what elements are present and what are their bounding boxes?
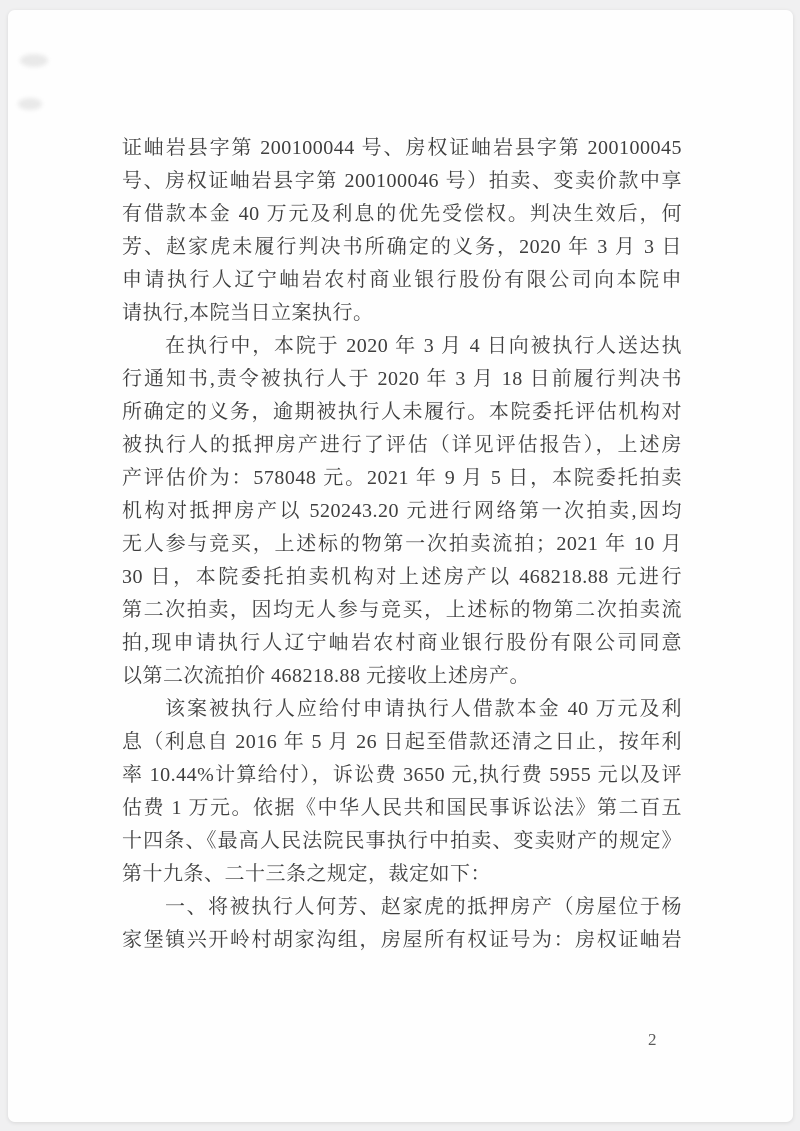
text-line: 无人参与竞买，上述标的物第一次拍卖流拍；2021 年 10 月 [122,533,682,555]
text-line: 一、将被执行人何芳、赵家虎的抵押房产（房屋位于杨 [165,896,682,918]
scan-smudge [18,98,42,110]
text-line: 估费 1 万元。依据《中华人民共和国民事诉讼法》第二百五 [122,797,682,819]
text-line: 率 10.44%计算给付），诉讼费 3650 元,执行费 5955 元以及评 [122,764,682,786]
text-line: 机构对抵押房产以 520243.20 元进行网络第一次拍卖,因均 [122,500,682,522]
text-line: 拍,现申请执行人辽宁岫岩农村商业银行股份有限公司同意 [122,632,682,654]
text-line: 证岫岩县字第 200100044 号、房权证岫岩县字第 200100045 [122,137,682,159]
paragraph [122,693,682,891]
text-line: 号、房权证岫岩县字第 200100046 号）拍卖、变卖价款中享 [122,170,682,192]
text-line: 芳、赵家虎未履行判决书所确定的义务，2020 年 3 月 3 日 [122,236,682,258]
text-line: 所确定的义务，逾期被执行人未履行。本院委托评估机构对 [122,401,682,423]
scan-smudge [20,54,48,67]
text-line: 在执行中，本院于 2020 年 3 月 4 日向被执行人送达执 [165,335,682,357]
page-number: 2 [648,1030,657,1049]
text-line: 以第二次流拍价 468218.88 元接收上述房产。 [122,665,530,687]
text-line: 十四条、《最高人民法院民事执行中拍卖、变卖财产的规定》 [122,830,682,852]
text-line: 息（利息自 2016 年 5 月 26 日起至借款还清之日止，按年利 [122,731,682,753]
text-line: 被执行人的抵押房产进行了评估（详见评估报告），上述房 [122,434,682,456]
text-line: 30 日，本院委托拍卖机构对上述房产以 468218.88 元进行 [122,566,682,588]
document-page [8,10,793,1122]
paragraph [122,330,682,693]
text-line: 第二次拍卖，因均无人参与竞买，上述标的物第二次拍卖流 [122,599,682,621]
paragraph [122,891,682,957]
text-line: 家堡镇兴开岭村胡家沟组，房屋所有权证号为：房权证岫岩 [122,929,682,951]
text-line: 第十九条、二十三条之规定，裁定如下： [122,863,491,885]
text-line: 行通知书,责令被执行人于 2020 年 3 月 18 日前履行判决书 [122,368,682,390]
text-line: 产评估价为：578048 元。2021 年 9 月 5 日，本院委托拍卖 [122,467,682,489]
text-line: 请执行,本院当日立案执行。 [122,302,374,324]
text-line: 有借款本金 40 万元及利息的优先受偿权。判决生效后，何 [122,203,682,225]
paragraph [122,132,682,330]
document-body [122,132,682,957]
text-line: 申请执行人辽宁岫岩农村商业银行股份有限公司向本院申 [122,269,682,291]
text-line: 该案被执行人应给付申请执行人借款本金 40 万元及利 [165,698,682,720]
